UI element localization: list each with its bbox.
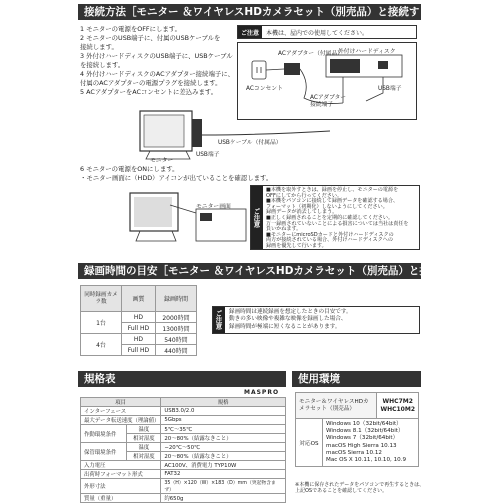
- note-label: ご注意: [238, 26, 262, 38]
- table-cell: Full HD: [122, 323, 156, 334]
- monitor-screen-label: モニター画面: [196, 204, 231, 210]
- recording-note-label: ご注意: [213, 307, 225, 333]
- warning-line: ■本機をパソコンに接続して録画データを確認する場合、: [266, 198, 399, 205]
- hdd-label: 外付けハードディスク: [338, 49, 396, 55]
- spec-sub: 相対湿度: [127, 434, 161, 443]
- table-cell: 1台: [81, 312, 122, 334]
- warning-line: フォーマット（初期化）しないようにしてください。: [266, 203, 388, 210]
- spec-value: 20〜80%（結露なきこと）: [161, 434, 286, 443]
- spec-item: 最大データ転送速度（理論値）: [81, 416, 161, 425]
- warning-line: 録画データが消去してしまう。: [266, 209, 338, 216]
- spec-item: 作動環境条件: [81, 425, 127, 443]
- section-title-connection: 接続方法［モニター ＆ワイヤレスHDカメラセット（別売品）と接続する場合］: [78, 4, 421, 20]
- section-title-recording-time: 録画時間の目安［モニター ＆ワイヤレスHDカメラセット（別売品）と接続した場合］: [78, 263, 421, 279]
- os-item: Windows 7（32bit/64bit）: [326, 435, 399, 442]
- usb-port-label: USB端子: [378, 86, 402, 92]
- warning-line: 両方が接続されている場合、外付けハードディスクへの: [266, 237, 393, 244]
- step-line: 5 ACアダプターをACコンセントに差込みます。: [80, 88, 218, 96]
- spec-item: 出荷時フォーマット形式: [81, 470, 161, 479]
- spec-item: 質量（重量）: [81, 494, 161, 503]
- table-cell: 2000時間: [155, 312, 196, 323]
- ac-adapter-port-label: ACアダプター接続端子: [310, 95, 347, 108]
- table-row: [81, 443, 286, 452]
- step-line: 6 モニターの電源をONにします。: [80, 165, 179, 173]
- model-name: WHC10M2: [380, 405, 415, 413]
- step6: [80, 165, 272, 183]
- ac-adapter-label: ACアダプター（付属品）: [278, 51, 344, 57]
- os-item: macOS High Sierra 10.13: [326, 442, 397, 449]
- table-row: [81, 470, 286, 479]
- monitor-diagram: [120, 105, 320, 163]
- table-header: 録画時間: [155, 286, 196, 312]
- monitor-screen-illustration: [120, 185, 250, 247]
- table-header: 同時録画カメラ数: [81, 286, 122, 312]
- spec-value: 35（H）×120（W）×183（D）mm（突起物含まず）: [161, 479, 286, 494]
- step-line: を接続します。: [80, 61, 125, 69]
- warning-text: [263, 186, 412, 249]
- table-cell: 4台: [81, 334, 122, 356]
- model-name: WHC7M2: [382, 397, 413, 405]
- connection-steps: [80, 25, 234, 97]
- spec-value: 20〜80%（結露なきこと）: [161, 452, 286, 461]
- table-cell: HD: [122, 312, 156, 323]
- table-header: 画質: [122, 286, 156, 312]
- table-row: [81, 461, 286, 470]
- model-cell: [377, 393, 419, 419]
- spec-sub: 相対湿度: [127, 452, 161, 461]
- warning-box: [250, 185, 420, 250]
- step-line: 1 モニターの電源をOFFにします。: [80, 25, 182, 33]
- spec-sub: 温度: [127, 425, 161, 434]
- usb-cable-label: USBケーブル（付属品）: [218, 140, 282, 146]
- recording-note-box: [212, 306, 420, 334]
- spec-value: FAT32: [161, 470, 286, 479]
- step-line: 4 外付けハードディスクのACアダプター接続端子に、: [80, 70, 235, 78]
- table-row: [81, 425, 286, 434]
- env-footnote: [295, 482, 424, 495]
- os-label: 対応OS: [296, 419, 323, 467]
- os-item: Windows 8.1（32bit/64bit）: [326, 428, 404, 435]
- usb-port2-label: USB端子: [196, 152, 220, 158]
- os-list: [323, 419, 419, 467]
- specs-table: [80, 397, 286, 503]
- spec-item: 外形寸法: [81, 479, 161, 494]
- table-cell: 1300時間: [155, 323, 196, 334]
- note-line: 録画時間が極端に短くなることがあります。: [229, 323, 341, 330]
- table-row: [81, 416, 286, 425]
- table-row: [81, 334, 197, 345]
- step-line: 3 外付けハードディスクのUSB端子に、USBケーブル: [80, 52, 233, 60]
- section-title-environment: 使用環境: [292, 371, 421, 387]
- recording-note-text: [225, 307, 356, 333]
- table-cell: 540時間: [155, 334, 196, 345]
- product-label: モニター＆ワイヤレスHDカメラセット（別売品）: [296, 393, 377, 419]
- warning-line: ■正しく録画されることを定期的に確認してください。: [266, 214, 394, 221]
- monitor-screen-diagram: [120, 185, 250, 247]
- note-indoor-box: [237, 25, 417, 39]
- warning-line: ■モニターにmicroSDカードと外付けハードディスクの: [266, 231, 394, 238]
- note-text: 本機は、屋内での使用してください。: [266, 29, 369, 37]
- step-line: ・モニター画面に（HDD）アイコンが出ていることを確認します。: [80, 174, 273, 182]
- recording-time-table: [80, 285, 197, 356]
- spec-item: インターフェース: [81, 407, 161, 416]
- warning-label: ご注意: [251, 186, 263, 249]
- step-line: 接続します。: [80, 43, 118, 51]
- table-row: [81, 494, 286, 503]
- environment-table: [295, 392, 419, 467]
- warning-line: OFFにしてから行ってください。: [266, 192, 343, 199]
- os-item: Mac OS X 10.11, 10.10, 10.9: [326, 457, 407, 464]
- section-title-specs: 規格表: [78, 371, 286, 387]
- table-row: [81, 407, 286, 416]
- table-row: [81, 479, 286, 494]
- table-cell: Full HD: [122, 345, 156, 356]
- spec-value: USB3.0/2.0: [161, 407, 286, 416]
- table-header: 規格: [161, 398, 286, 407]
- spec-sub: 温度: [127, 443, 161, 452]
- footnote-line: ※本機に保存されたデータをパソコンで再生するときは、: [295, 482, 425, 488]
- warning-line: 負いかねます。: [266, 226, 302, 233]
- brand-logo: MASPRO: [244, 389, 280, 396]
- os-item: Windows 10（32bit/64bit）: [326, 421, 402, 427]
- table-cell: 440時間: [155, 345, 196, 356]
- step-line: 2 モニターのUSB端子に、付属のUSBケーブルを: [80, 34, 221, 42]
- note-line: 動きの多い映像や複雑な映像を録画した場合、: [229, 316, 347, 323]
- monitor-label: モニター: [150, 158, 174, 164]
- ac-outlet-label: ACコンセント: [246, 86, 283, 92]
- spec-value: 5℃〜35℃: [161, 425, 286, 434]
- spec-item: 保管環境条件: [81, 443, 127, 461]
- note-line: 録画時間は連続録画を想定したときの目安です。: [229, 309, 352, 315]
- table-cell: HD: [122, 334, 156, 345]
- warning-line: 録画を優先して行います。: [266, 242, 327, 249]
- spec-value: 約650g: [161, 494, 286, 503]
- step-line: 付属のACアダプターの電源プラグを接続します。: [80, 79, 222, 87]
- table-row: [81, 312, 197, 323]
- spec-value: −20℃〜50℃: [161, 443, 286, 452]
- spec-value: AC100V、消費電力 TYP10W: [161, 461, 286, 470]
- table-row: [296, 419, 419, 467]
- footnote-line: 上記OSであることを確認してください。: [295, 488, 388, 495]
- table-row: [296, 393, 419, 419]
- warning-line: 万一録画されていないことによる損害については当社は責任を: [266, 220, 409, 227]
- table-header: 項目: [81, 398, 161, 407]
- warning-line: ■本機を取外すときは、録画を停止し、モニターの電源を: [266, 187, 399, 193]
- spec-item: 入力電圧: [81, 461, 161, 470]
- spec-value: 5Gbps: [161, 416, 286, 425]
- os-item: macOS Sierra 10.12: [326, 449, 382, 456]
